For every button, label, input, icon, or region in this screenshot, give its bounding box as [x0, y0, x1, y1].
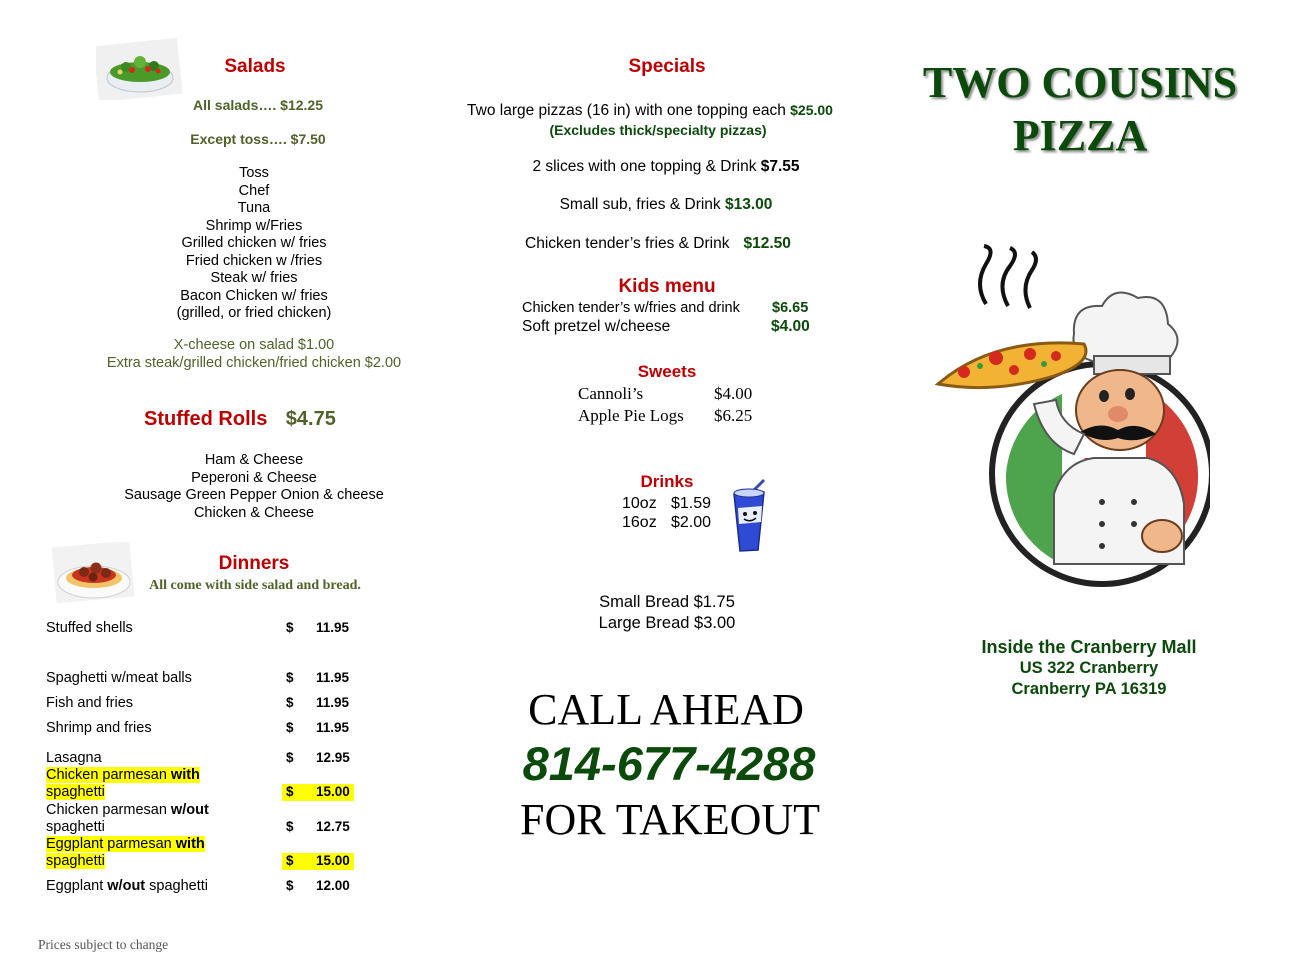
drink-size: 10oz: [622, 495, 657, 512]
dinner-name-emphasis: w/out: [170, 802, 209, 818]
special-price: $7.55: [760, 158, 800, 175]
bread-list: [567, 592, 767, 634]
special-item: [525, 235, 865, 253]
salads-list: [104, 165, 404, 323]
price-value: 11.95: [316, 620, 350, 635]
dinner-name: Shrimp and fries: [46, 720, 152, 736]
dollar-sign: $: [286, 695, 294, 710]
dinner-name-emphasis: with: [175, 836, 205, 852]
dinner-name: [46, 802, 226, 836]
sweets-title: Sweets: [637, 362, 697, 381]
drinks-title: Drinks: [640, 472, 694, 491]
price-value: 12.95: [316, 750, 350, 765]
list-item: X-cheese on salad $1.00: [173, 337, 335, 353]
list-item: Toss: [239, 165, 269, 181]
restaurant-name: [890, 56, 1270, 162]
dinner-name-part: spaghetti: [46, 819, 105, 835]
special-price: $13.00: [724, 196, 773, 213]
dinner-name: Fish and fries: [46, 695, 134, 711]
special-note: (Excludes thick/specialty pizzas): [549, 122, 767, 138]
special-item: [440, 158, 892, 176]
address: [944, 636, 1234, 700]
call-ahead-text: CALL AHEAD: [528, 685, 804, 734]
special-price: $12.50: [743, 235, 791, 252]
drink-price: $2.00: [671, 514, 712, 531]
list-item: Sausage Green Pepper Onion & cheese: [124, 487, 384, 503]
salads-except-price: Except toss…. $7.50: [190, 131, 326, 147]
list-item: Grilled chicken w/ fries: [181, 235, 327, 251]
salad-bowl-image: [96, 38, 182, 100]
restaurant-name-line1: TWO COUSINS: [922, 58, 1238, 107]
special-price: $25.00: [790, 102, 833, 118]
dollar-sign: $: [286, 620, 294, 635]
drink-size: 16oz: [622, 514, 657, 531]
dinner-name: [46, 767, 216, 801]
list-item: Peperoni & Cheese: [191, 469, 317, 486]
price-value: 15.00: [316, 784, 350, 799]
phone-number: 814-677-4288: [522, 737, 816, 790]
sweets-item-name: Apple Pie Logs: [578, 406, 684, 425]
price-value: 11.95: [316, 720, 350, 735]
address-line3: Cranberry PA 16319: [1011, 680, 1167, 698]
list-item: Tuna: [237, 200, 271, 216]
list-item: Fried chicken w /fries: [185, 252, 323, 269]
list-item: Chicken & Cheese: [193, 504, 315, 521]
drinks-item: [622, 514, 732, 532]
salads-extras: [64, 337, 444, 372]
price-value: 12.75: [316, 819, 350, 834]
dollar-sign: $: [286, 853, 294, 868]
dollar-sign: $: [286, 720, 294, 735]
dinner-name-part: Chicken parmesan: [46, 767, 171, 783]
dinner-name-part: Chicken parmesan: [46, 802, 171, 818]
restaurant-name-line2: PIZZA: [1012, 111, 1148, 160]
dollar-sign: $: [286, 878, 294, 893]
kids-menu-item: [522, 300, 822, 316]
stuffed-rolls-title: Stuffed Rolls: [144, 408, 268, 430]
dinner-name: Stuffed shells: [46, 620, 133, 636]
list-item: Small Bread $1.75: [599, 593, 735, 611]
address-line1: Inside the Cranberry Mall: [981, 637, 1197, 657]
kids-menu-item: [522, 318, 822, 336]
list-item: Shrimp w/Fries: [205, 217, 303, 234]
list-item: (grilled, or fried chicken): [176, 305, 332, 321]
dollar-sign: $: [286, 750, 294, 765]
dollar-sign: $: [286, 670, 294, 685]
special-text: Small sub, fries & Drink: [559, 196, 725, 213]
soda-cup-icon: [728, 478, 772, 556]
dinner-name: [46, 836, 226, 870]
dinners-title: Dinners: [218, 553, 290, 574]
sweets-item: [578, 406, 778, 426]
dinners-subtitle: All come with side salad and bread.: [149, 578, 361, 593]
specials-title: Specials: [628, 56, 706, 77]
salads-all-price: All salads…. $12.25: [193, 97, 323, 113]
sweets-item-name: Cannoli’s: [578, 384, 644, 403]
special-text: 2 slices with one topping & Drink: [532, 158, 761, 175]
dinner-name-part: spaghetti: [46, 853, 105, 869]
salads-title: Salads: [224, 56, 286, 77]
kids-item-name: Soft pretzel w/cheese: [522, 318, 671, 335]
special-text: Two large pizzas (16 in) with one topping each: [467, 102, 791, 119]
dinner-name: Lasagna: [46, 750, 102, 766]
dinner-name-part: spaghetti: [46, 784, 105, 800]
stuffed-rolls-list: [84, 452, 424, 522]
drink-price: $1.59: [671, 495, 712, 512]
price-value: 15.00: [316, 853, 350, 868]
kids-menu-title: Kids menu: [618, 276, 716, 297]
dollar-sign: $: [286, 784, 294, 799]
list-item: Large Bread $3.00: [598, 614, 736, 632]
for-takeout-text: FOR TAKEOUT: [519, 795, 820, 844]
price-value: 11.95: [316, 670, 350, 685]
dinner-name: [46, 878, 266, 895]
dinner-name: Spaghetti w/meat balls: [46, 670, 192, 686]
price-value: 11.95: [316, 695, 350, 710]
special-item: [440, 102, 860, 120]
special-text: Chicken tender’s fries & Drink: [525, 235, 730, 252]
sweets-item-price: $4.00: [714, 384, 753, 403]
list-item: Ham & Cheese: [204, 452, 304, 468]
spaghetti-plate-image: [52, 542, 134, 604]
kids-item-price: $4.00: [771, 318, 810, 335]
stuffed-rolls-header: [144, 408, 404, 431]
list-item: Bacon Chicken w/ fries: [180, 287, 328, 304]
special-item: [440, 196, 892, 214]
kids-item-name: Chicken tender’s w/fries and drink: [522, 300, 740, 316]
dinner-name-part: Eggplant: [46, 878, 108, 894]
list-item: Steak w/ fries: [210, 270, 298, 286]
dollar-sign: $: [286, 819, 294, 834]
pizza-chef-logo: [934, 244, 1210, 594]
drinks-item: [622, 495, 732, 513]
dinner-name-part: Eggplant parmesan: [46, 836, 176, 852]
list-item: Chef: [238, 182, 270, 199]
prices-note: Prices subject to change: [38, 937, 169, 952]
price-value: 12.00: [316, 878, 350, 893]
dinner-name-part: spaghetti: [145, 878, 209, 894]
address-line2: US 322 Cranberry: [1019, 659, 1159, 677]
dinner-name-emphasis: w/out: [107, 878, 146, 894]
list-item: Extra steak/grilled chicken/fried chicken $2.00: [106, 354, 402, 371]
sweets-item: [578, 384, 778, 404]
dinner-name-emphasis: with: [170, 767, 200, 783]
stuffed-rolls-price: $4.75: [285, 408, 336, 430]
sweets-item-price: $6.25: [714, 406, 753, 425]
kids-item-price: $6.65: [772, 300, 809, 316]
